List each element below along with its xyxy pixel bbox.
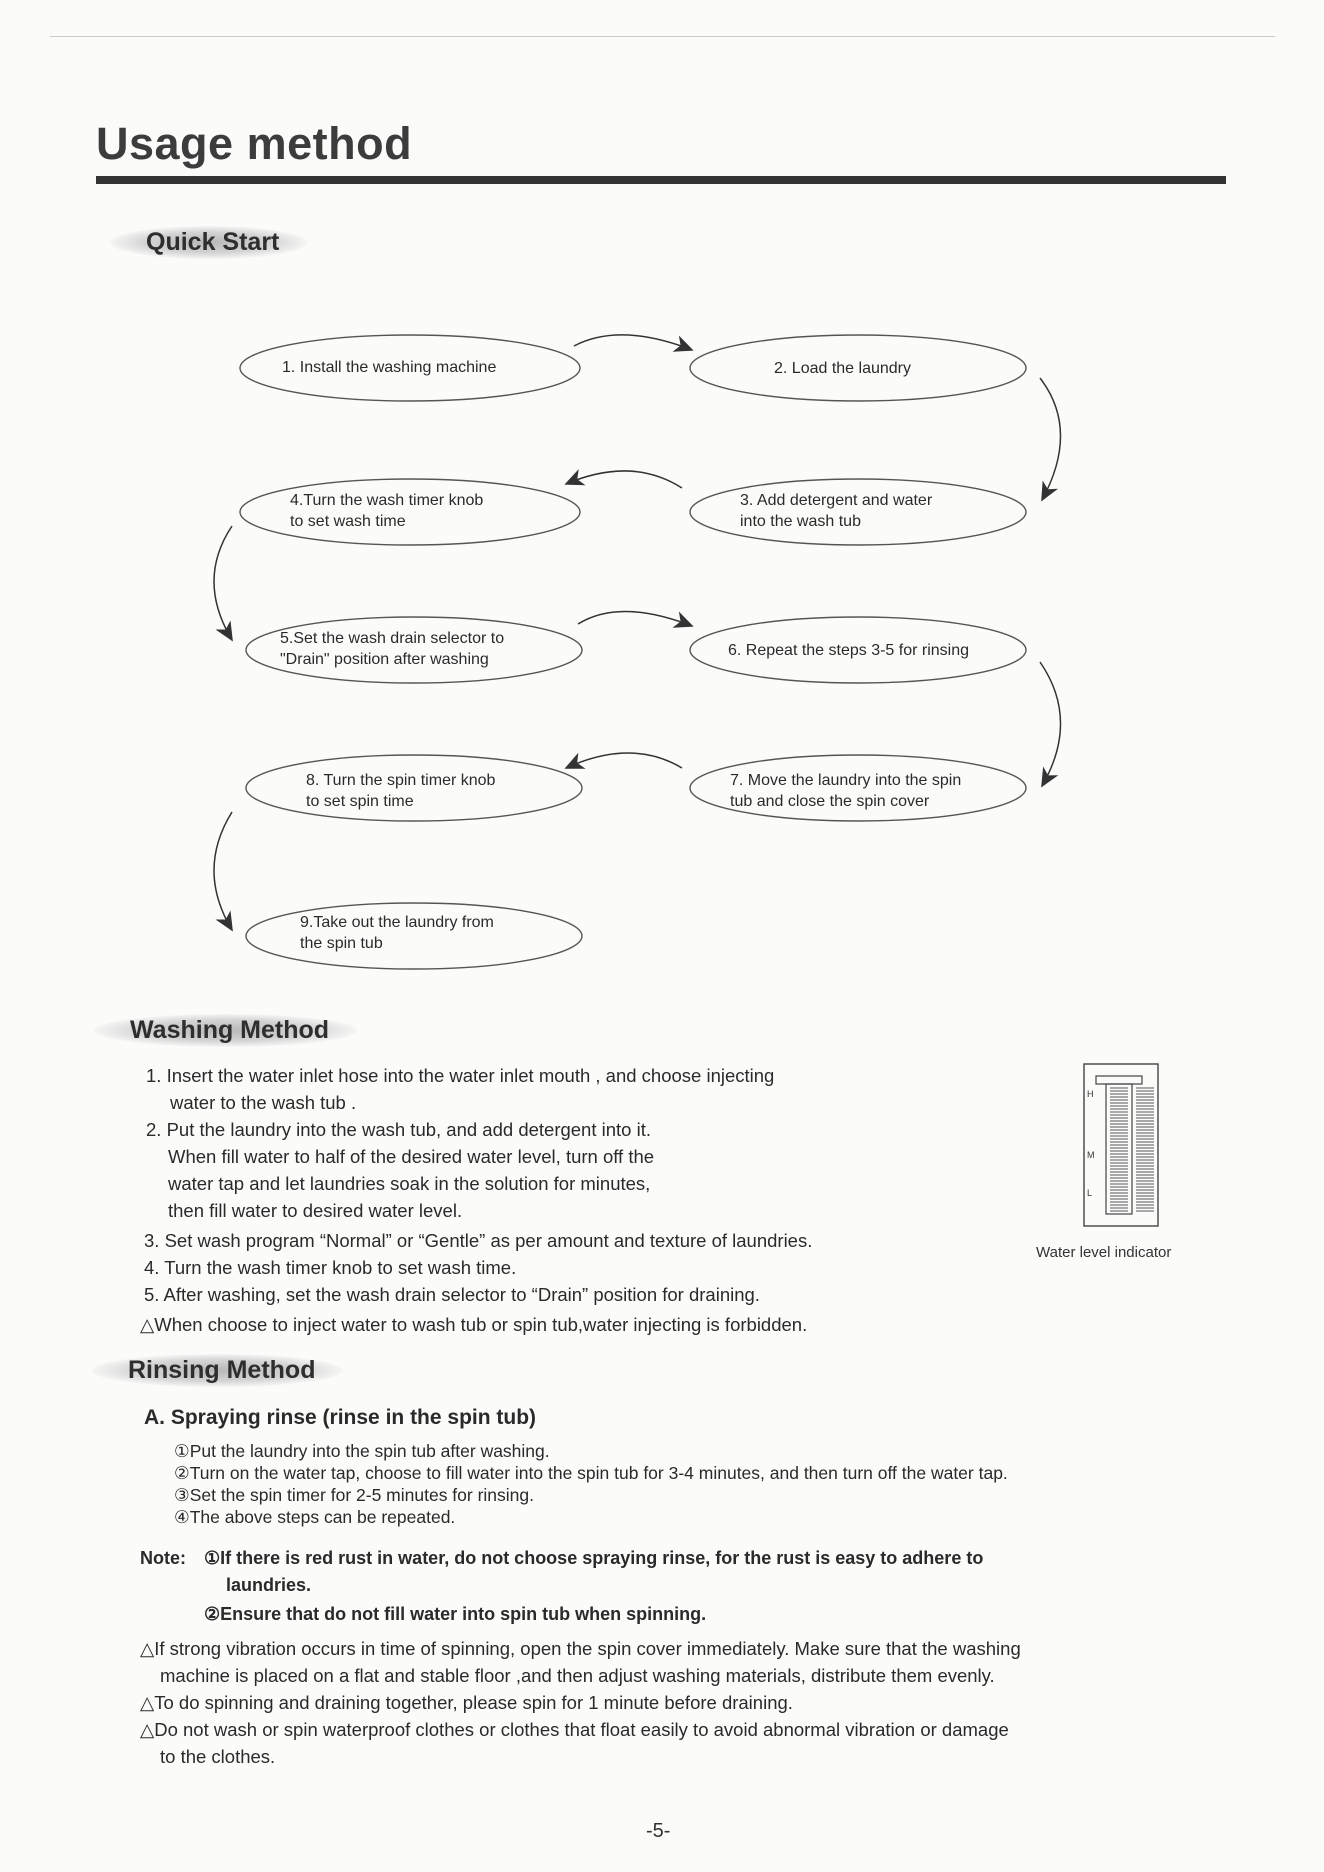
water-level-indicator-icon — [1080, 1060, 1162, 1230]
note-label: Note: — [140, 1548, 186, 1568]
step-9-text: 9.Take out the laundry from the spin tub — [300, 914, 494, 952]
step-4-text: 4.Turn the wash timer knob to set wash time — [290, 492, 484, 530]
step-2-text: 2. Load the laundry — [774, 360, 911, 377]
washing-method-heading: Washing Method — [94, 1014, 357, 1047]
washing-line-9: 5. After washing, set the wash drain selector to “Drain” position for draining. — [144, 1284, 760, 1305]
washing-line-3: 2. Put the laundry into the wash tub, and add detergent into it. — [146, 1119, 651, 1140]
rinse-step-3: ③Set the spin timer for 2-5 minutes for rinsing. — [174, 1485, 534, 1505]
water-level-indicator-caption: Water level indicator — [1036, 1244, 1172, 1261]
arrow-3-to-4 — [566, 471, 682, 488]
arrow-6-to-7 — [1040, 662, 1061, 786]
step-7-text: 7. Move the laundry into the spin tub and close the spin cover — [730, 772, 962, 810]
warning-3-continued: to the clothes. — [160, 1746, 276, 1767]
indicator-mark-l: L — [1087, 1188, 1093, 1198]
rinse-step-2: ②Turn on the water tap, choose to fill water into the spin tub for 3-4 minutes, and then turn off the water tap. — [174, 1463, 1008, 1483]
arrow-4-to-5 — [214, 526, 232, 640]
arrow-7-to-8 — [566, 753, 682, 768]
step-3-text: 3. Add detergent and water into the wash tub — [740, 492, 933, 530]
indicator-mark-m: M — [1087, 1150, 1095, 1160]
arrow-8-to-9 — [214, 812, 232, 930]
arrow-1-to-2 — [574, 335, 692, 350]
arrow-2-to-3 — [1040, 378, 1061, 500]
rinsing-method-heading: Rinsing Method — [92, 1354, 343, 1387]
step-1-text: 1. Install the washing machine — [282, 359, 497, 376]
rinse-step-1: ①Put the laundry into the spin tub after washing. — [174, 1441, 550, 1461]
washing-line-2: water to the wash tub . — [170, 1092, 357, 1113]
washing-line-1: 1. Insert the water inlet hose into the water inlet mouth , and choose injecting — [146, 1065, 775, 1086]
warning-2: △To do spinning and draining together, please spin for 1 minute before draining. — [140, 1692, 793, 1713]
step-6-text: 6. Repeat the steps 3-5 for rinsing — [728, 642, 970, 659]
spraying-rinse-subheading: A. Spraying rinse (rinse in the spin tub) — [144, 1406, 537, 1429]
note-1: ①If there is red rust in water, do not choose spraying rinse, for the rust is easy to adhere to — [204, 1548, 984, 1568]
step-8-text: 8. Turn the spin timer knob to set spin time — [306, 772, 496, 810]
washing-line-4: When fill water to half of the desired water level, turn off the — [168, 1146, 655, 1167]
warning-3: △Do not wash or spin waterproof clothes or clothes that float easily to avoid abnormal vibration or damage — [140, 1719, 1009, 1740]
warning-1: △If strong vibration occurs in time of spinning, open the spin cover immediately. Make sure that the washing — [140, 1638, 1021, 1659]
note-1-continued: laundries. — [226, 1575, 312, 1595]
warning-1-continued: machine is placed on a flat and stable floor ,and then adjust washing materials, distribute them evenly. — [160, 1665, 995, 1686]
step-5-text: 5.Set the wash drain selector to "Drain" position after washing — [280, 630, 505, 668]
washing-line-7: 3. Set wash program “Normal” or “Gentle” as per amount and texture of laundries. — [144, 1230, 813, 1251]
washing-line-8: 4. Turn the wash timer knob to set wash time. — [144, 1257, 517, 1278]
washing-warning: △When choose to inject water to wash tub or spin tub,water injecting is forbidden. — [140, 1314, 808, 1335]
washing-line-5: water tap and let laundries soak in the solution for minutes, — [168, 1173, 651, 1194]
page-title: Usage method — [96, 118, 413, 169]
arrow-5-to-6 — [578, 611, 692, 626]
rinse-step-4: ④The above steps can be repeated. — [174, 1507, 456, 1527]
washing-line-6: then fill water to desired water level. — [168, 1200, 463, 1221]
note-2: ②Ensure that do not fill water into spin tub when spinning. — [204, 1604, 707, 1624]
indicator-mark-h: H — [1087, 1089, 1094, 1099]
quick-start-heading: Quick Start — [110, 226, 307, 259]
page-number: -5- — [646, 1820, 671, 1842]
